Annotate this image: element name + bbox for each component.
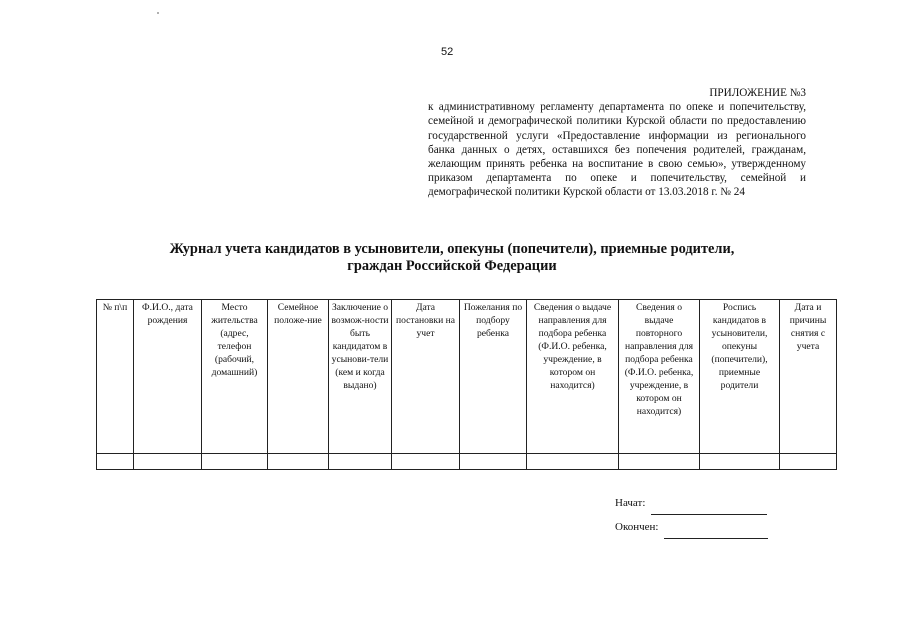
column-header: Сведения о выдаче повторного направления для подбора ребенка (Ф.И.О. ребенка, учреждение, в котором он находится) (619, 300, 700, 454)
table-cell (460, 454, 527, 470)
appendix-title: ПРИЛОЖЕНИЕ №3 (709, 87, 806, 99)
column-header: № п\п (97, 300, 134, 454)
document-title-line-2: граждан Российской Федерации (347, 258, 557, 274)
column-header: Пожелания по подбору ребенка (460, 300, 527, 454)
column-header: Роспись кандидатов в усыновители, опекуны (попечители), приемные родители (700, 300, 780, 454)
document-title (120, 241, 784, 275)
end-label: Окончен: (615, 521, 659, 533)
scan-speck (157, 12, 159, 14)
column-header: Место жительства (адрес, телефон (рабочий, домашний) (202, 300, 268, 454)
journal-table (96, 299, 837, 470)
start-label: Начат: (615, 497, 646, 509)
signature-block (615, 491, 768, 539)
end-line (615, 515, 768, 539)
table-cell (392, 454, 460, 470)
column-header: Дата и причины снятия с учета (780, 300, 837, 454)
table-header-row (97, 300, 837, 454)
table-cell (527, 454, 619, 470)
column-header: Заключение о возмож-ности быть кандидатом в усынови-тели (кем и когда выдано) (329, 300, 392, 454)
table-cell (329, 454, 392, 470)
appendix-text: к административному регламенту департамента по опеке и попечительству, семейной и демографической политики Курской области по предоставлению государственной услуги «Предоставление информации из регионального банка данных о детях, оставшихся без попечения родителей, гражданам, желающим принять ребенка на воспитание в свою семью», утвержденному приказом департамента по опеке и попечительству, семейной и демографической политики Курской области от 13.03.2018 г. № 24 (428, 101, 806, 199)
table-cell (202, 454, 268, 470)
page-number: 52 (441, 46, 454, 58)
document-title-line-1: Журнал учета кандидатов в усыновители, опекуны (попечители), приемные родители, (169, 241, 735, 257)
table-row (97, 454, 837, 470)
table-cell (268, 454, 329, 470)
table-cell (700, 454, 780, 470)
column-header: Ф.И.О., дата рождения (134, 300, 202, 454)
table-cell (619, 454, 700, 470)
appendix-block (428, 86, 806, 200)
column-header: Дата постановки на учет (392, 300, 460, 454)
table-cell (97, 454, 134, 470)
column-header: Семейное положе-ние (268, 300, 329, 454)
column-header: Сведения о выдаче направления для подбора ребенка (Ф.И.О. ребенка, учреждение, в котором он находится) (527, 300, 619, 454)
table-cell (134, 454, 202, 470)
start-blank (651, 502, 767, 515)
end-blank (664, 526, 768, 539)
start-line (615, 491, 768, 515)
table-cell (780, 454, 837, 470)
